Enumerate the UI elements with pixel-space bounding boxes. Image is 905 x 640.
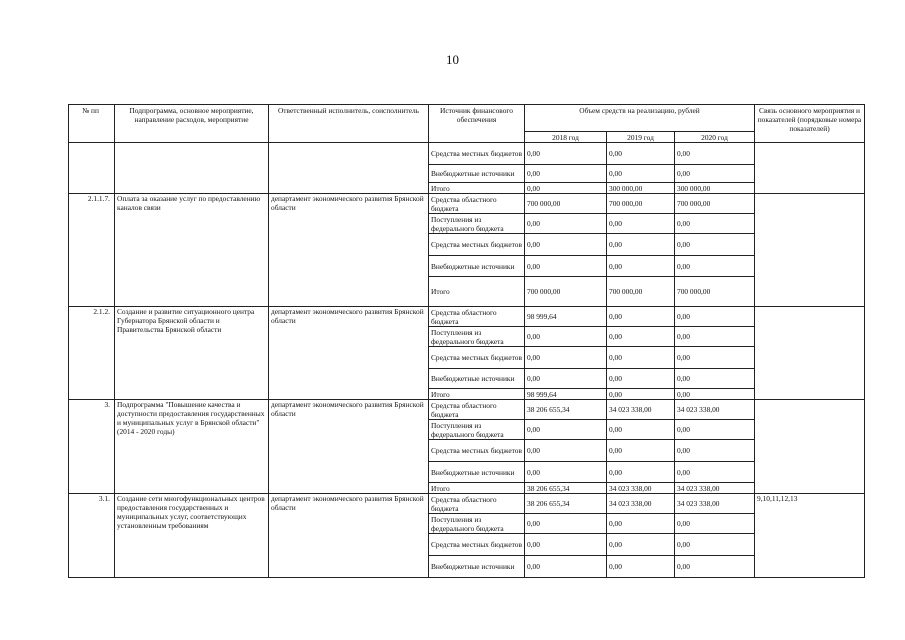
source-total: Итого [429, 183, 525, 194]
value-cell: 0,00 [675, 389, 755, 400]
row-executor: департамент экономического развития Брянской области [269, 194, 429, 307]
value-cell: 300 000,00 [607, 183, 675, 194]
value-cell: 0,00 [607, 462, 675, 483]
source-regional: Средства областного бюджета [429, 400, 525, 420]
header-link: Связь основного мероприятия и показателей (порядковые номера показателей) [755, 105, 865, 143]
value-cell: 0,00 [607, 234, 675, 256]
value-cell: 0,00 [607, 534, 675, 556]
row-num: 3.1. [69, 494, 115, 578]
value-cell: 0,00 [525, 534, 607, 556]
value-cell: 0,00 [525, 420, 607, 440]
row-num: 2.1.1.7. [69, 194, 115, 307]
row-link [755, 400, 865, 494]
value-cell: 0,00 [607, 165, 675, 183]
value-cell: 0,00 [525, 234, 607, 256]
value-cell: 700 000,00 [607, 277, 675, 307]
source-federal: Поступления из федерального бюджета [429, 327, 525, 347]
source-extra: Внебюджетные источники [429, 462, 525, 483]
value-cell: 0,00 [525, 183, 607, 194]
value-cell: 38 206 655,34 [525, 400, 607, 420]
value-cell: 700 000,00 [675, 194, 755, 214]
source-extra: Внебюджетные источники [429, 165, 525, 183]
header-2020: 2020 год [675, 132, 755, 143]
value-cell: 0,00 [607, 214, 675, 234]
source-local: Средства местных бюджетов [429, 440, 525, 462]
row-name: Подпрограмма "Повышение качества и доступности предоставления государственных и муниципальных услуг в Брянской области" (2014 - 2020 годы) [115, 400, 269, 494]
row-executor [269, 143, 429, 194]
value-cell: 0,00 [607, 389, 675, 400]
source-total: Итого [429, 277, 525, 307]
source-local: Средства местных бюджетов [429, 347, 525, 369]
row-name: Оплата за оказание услуг по предоставлению каналов связи [115, 194, 269, 307]
value-cell: 0,00 [525, 327, 607, 347]
value-cell: 0,00 [675, 307, 755, 327]
source-extra: Внебюджетные источники [429, 256, 525, 277]
value-cell: 700 000,00 [675, 277, 755, 307]
value-cell: 0,00 [675, 234, 755, 256]
value-cell: 0,00 [675, 347, 755, 369]
value-cell: 98 999,64 [525, 307, 607, 327]
source-total: Итого [429, 483, 525, 494]
value-cell: 0,00 [525, 143, 607, 165]
source-extra: Внебюджетные источники [429, 369, 525, 389]
value-cell: 0,00 [675, 369, 755, 389]
value-cell: 34 023 338,00 [607, 400, 675, 420]
row-name: Создание и развитие ситуационного центра Губернатора Брянской области и Правительства Брянской области [115, 307, 269, 400]
header-source: Источник финансового обеспечения [429, 105, 525, 143]
value-cell: 38 206 655,34 [525, 494, 607, 514]
row-name: Создание сети многофункциональных центров предоставления государственных и муниципальных услуг, соответствующих установленным требованиям [115, 494, 269, 578]
value-cell: 98 999,64 [525, 389, 607, 400]
value-cell: 0,00 [525, 347, 607, 369]
row-executor: департамент экономического развития Брянской области [269, 400, 429, 494]
source-regional: Средства областного бюджета [429, 494, 525, 514]
value-cell: 0,00 [607, 143, 675, 165]
row-num [69, 143, 115, 194]
source-local: Средства местных бюджетов [429, 234, 525, 256]
value-cell: 0,00 [525, 440, 607, 462]
value-cell: 0,00 [607, 307, 675, 327]
source-federal: Поступления из федерального бюджета [429, 420, 525, 440]
value-cell: 34 023 338,00 [675, 400, 755, 420]
table-row [69, 143, 865, 165]
value-cell: 0,00 [675, 534, 755, 556]
header-executor: Ответственный исполнитель, соисполнитель [269, 105, 429, 143]
source-total: Итого [429, 389, 525, 400]
value-cell: 34 023 338,00 [607, 494, 675, 514]
source-regional: Средства областного бюджета [429, 307, 525, 327]
value-cell: 0,00 [525, 256, 607, 277]
value-cell: 0,00 [607, 327, 675, 347]
value-cell: 300 000,00 [675, 183, 755, 194]
value-cell: 0,00 [675, 556, 755, 578]
value-cell: 0,00 [525, 214, 607, 234]
value-cell: 0,00 [525, 165, 607, 183]
row-num: 2.1.2. [69, 307, 115, 400]
value-cell: 0,00 [525, 369, 607, 389]
value-cell: 0,00 [675, 514, 755, 534]
table-row [69, 400, 865, 420]
header-amount: Объем средств на реализацию, рублей [525, 105, 755, 132]
source-extra: Внебюджетные источники [429, 556, 525, 578]
row-link [755, 194, 865, 307]
value-cell: 0,00 [607, 420, 675, 440]
header-2019: 2019 год [607, 132, 675, 143]
header-subprogram: Подпрограмма, основное мероприятие, направление расходов, мероприятие [115, 105, 269, 143]
row-link [755, 307, 865, 400]
value-cell: 0,00 [675, 462, 755, 483]
value-cell: 0,00 [675, 214, 755, 234]
header-2018: 2018 год [525, 132, 607, 143]
source-federal: Поступления из федерального бюджета [429, 514, 525, 534]
value-cell: 0,00 [675, 440, 755, 462]
value-cell: 34 023 338,00 [607, 483, 675, 494]
value-cell: 0,00 [607, 369, 675, 389]
value-cell: 34 023 338,00 [675, 494, 755, 514]
value-cell: 700 000,00 [525, 194, 607, 214]
value-cell: 700 000,00 [607, 194, 675, 214]
value-cell: 0,00 [607, 347, 675, 369]
value-cell: 0,00 [675, 327, 755, 347]
source-regional: Средства областного бюджета [429, 194, 525, 214]
value-cell: 0,00 [675, 143, 755, 165]
source-local: Средства местных бюджетов [429, 534, 525, 556]
budget-table [68, 104, 865, 578]
value-cell: 38 206 655,34 [525, 483, 607, 494]
page-number: 10 [446, 52, 459, 67]
header-num: № пп [69, 105, 115, 143]
header-row [69, 105, 865, 132]
value-cell: 34 023 338,00 [675, 483, 755, 494]
value-cell: 0,00 [607, 440, 675, 462]
value-cell: 0,00 [525, 514, 607, 534]
value-cell: 0,00 [607, 556, 675, 578]
row-link [755, 143, 865, 194]
value-cell: 0,00 [675, 420, 755, 440]
source-federal: Поступления из федерального бюджета [429, 214, 525, 234]
value-cell: 0,00 [675, 256, 755, 277]
value-cell: 0,00 [607, 514, 675, 534]
row-name [115, 143, 269, 194]
row-executor: департамент экономического развития Брянской области [269, 494, 429, 578]
source-local: Средства местных бюджетов [429, 143, 525, 165]
value-cell: 700 000,00 [525, 277, 607, 307]
row-executor: департамент экономического развития Брянской области [269, 307, 429, 400]
value-cell: 0,00 [525, 556, 607, 578]
row-link: 9,10,11,12,13 [755, 494, 865, 578]
table-row [69, 494, 865, 514]
row-num: 3. [69, 400, 115, 494]
table-row [69, 194, 865, 214]
table-row [69, 307, 865, 327]
value-cell: 0,00 [607, 256, 675, 277]
value-cell: 0,00 [525, 462, 607, 483]
value-cell: 0,00 [675, 165, 755, 183]
